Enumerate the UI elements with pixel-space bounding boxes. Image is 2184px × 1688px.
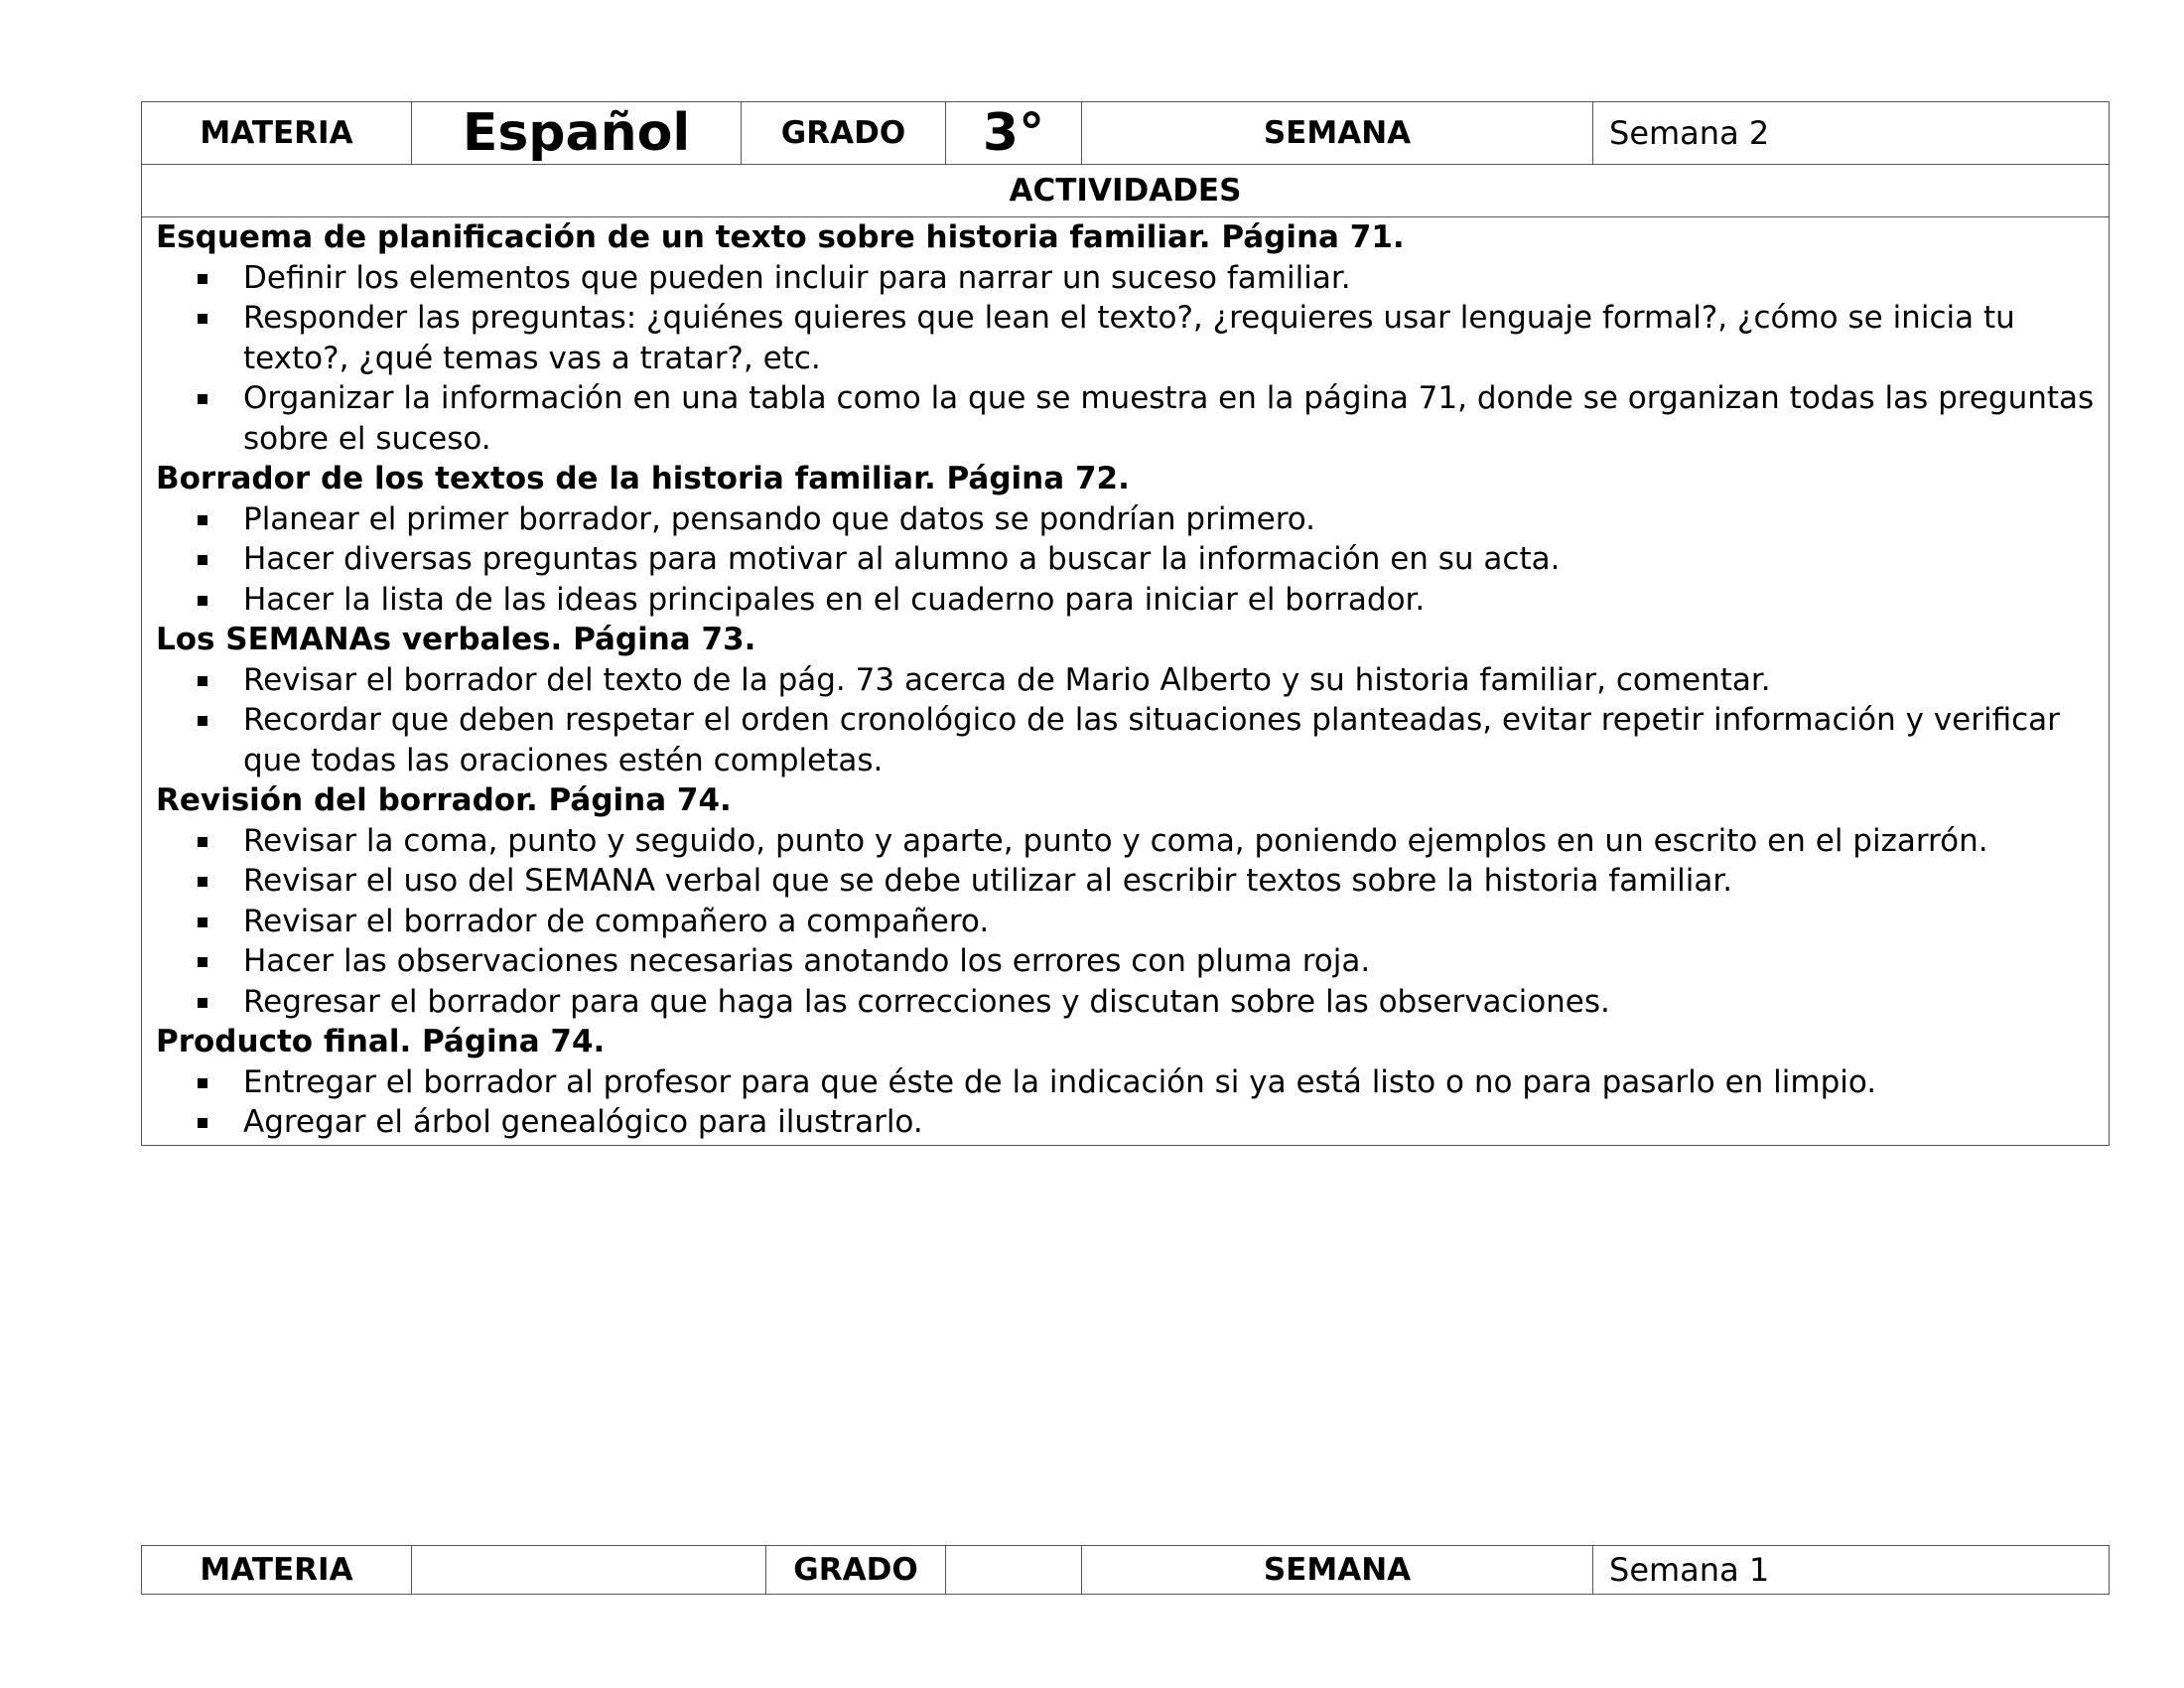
grado-value (946, 1546, 1082, 1595)
section-title: Los SEMANAs verbales. Página 73. (156, 622, 756, 657)
list-item: Regresar el borrador para que haga las correcciones y discutan sobre las observaciones. (243, 982, 2109, 1023)
list-item: Recordar que deben respetar el orden cronológico de las situaciones planteadas, evitar repetir información y verificar que todas las oraciones estén completas. (243, 700, 2109, 780)
section-planificacion (156, 217, 2109, 459)
materia-value (412, 1546, 766, 1595)
list-item: Revisar el borrador del texto de la pág. 73 acerca de Mario Alberto y su historia familiar, comentar. (243, 660, 2109, 701)
list-item: Hacer la lista de las ideas principales en el cuaderno para iniciar el borrador. (243, 580, 2109, 621)
list-item: Hacer diversas preguntas para motivar al alumno a buscar la información en su acta. (243, 539, 2109, 580)
activity-list (156, 499, 2109, 621)
section-title: Esquema de planificación de un texto sobre historia familiar. Página 71. (156, 219, 1405, 255)
list-item: Agregar el árbol genealógico para ilustrarlo. (243, 1102, 2109, 1143)
semana-label: SEMANA (1082, 1546, 1593, 1595)
materia-label: MATERIA (142, 1546, 412, 1595)
grado-label: GRADO (766, 1546, 946, 1595)
activity-list (156, 660, 2109, 781)
materia-label: MATERIA (142, 102, 412, 165)
list-item: Definir los elementos que pueden incluir para narrar un suceso familiar. (243, 258, 2109, 299)
list-item: Planear el primer borrador, pensando que datos se pondrían primero. (243, 499, 2109, 540)
list-item: Organizar la información en una tabla como la que se muestra en la página 71, donde se organizan todas las preguntas sobre el suceso. (243, 378, 2109, 459)
header-row (142, 1546, 2110, 1595)
activity-list (156, 1062, 2109, 1143)
list-item: Revisar la coma, punto y seguido, punto y aparte, punto y coma, poniendo ejemplos en un escrito en el pizarrón. (243, 821, 2109, 862)
actividades-content (142, 217, 2110, 1146)
section-borrador (156, 459, 2109, 620)
section-title: Revisión del borrador. Página 74. (156, 782, 732, 818)
section-title: Producto final. Página 74. (156, 1024, 606, 1059)
semana-value: Semana 2 (1593, 102, 2110, 165)
activity-list (156, 258, 2109, 460)
section-verbales (156, 620, 2109, 780)
semana-value: Semana 1 (1593, 1546, 2110, 1595)
activity-list (156, 821, 2109, 1023)
list-item: Hacer las observaciones necesarias anotando los errores con pluma roja. (243, 941, 2109, 982)
section-revision (156, 780, 2109, 1022)
lesson-table-week-1 (141, 1545, 2110, 1595)
lesson-table-week-2 (141, 101, 2110, 1146)
materia-value: Español (412, 102, 742, 165)
semana-label: SEMANA (1082, 102, 1593, 165)
list-item: Revisar el borrador de compañero a compañero. (243, 902, 2109, 942)
list-item: Revisar el uso del SEMANA verbal que se debe utilizar al escribir textos sobre la historia familiar. (243, 861, 2109, 902)
section-title: Borrador de los textos de la historia familiar. Página 72. (156, 461, 1130, 496)
list-item: Entregar el borrador al profesor para que éste de la indicación si ya está listo o no para pasarlo en limpio. (243, 1062, 2109, 1103)
header-row (142, 102, 2110, 165)
actividades-heading: ACTIVIDADES (142, 165, 2110, 217)
list-item: Responder las preguntas: ¿quiénes quieres que lean el texto?, ¿requieres usar lenguaje formal?, ¿cómo se inicia tu texto?, ¿qué temas vas a tratar?, etc. (243, 298, 2109, 378)
section-producto-final (156, 1022, 2109, 1143)
grado-value: 3° (946, 102, 1082, 165)
grado-label: GRADO (742, 102, 946, 165)
